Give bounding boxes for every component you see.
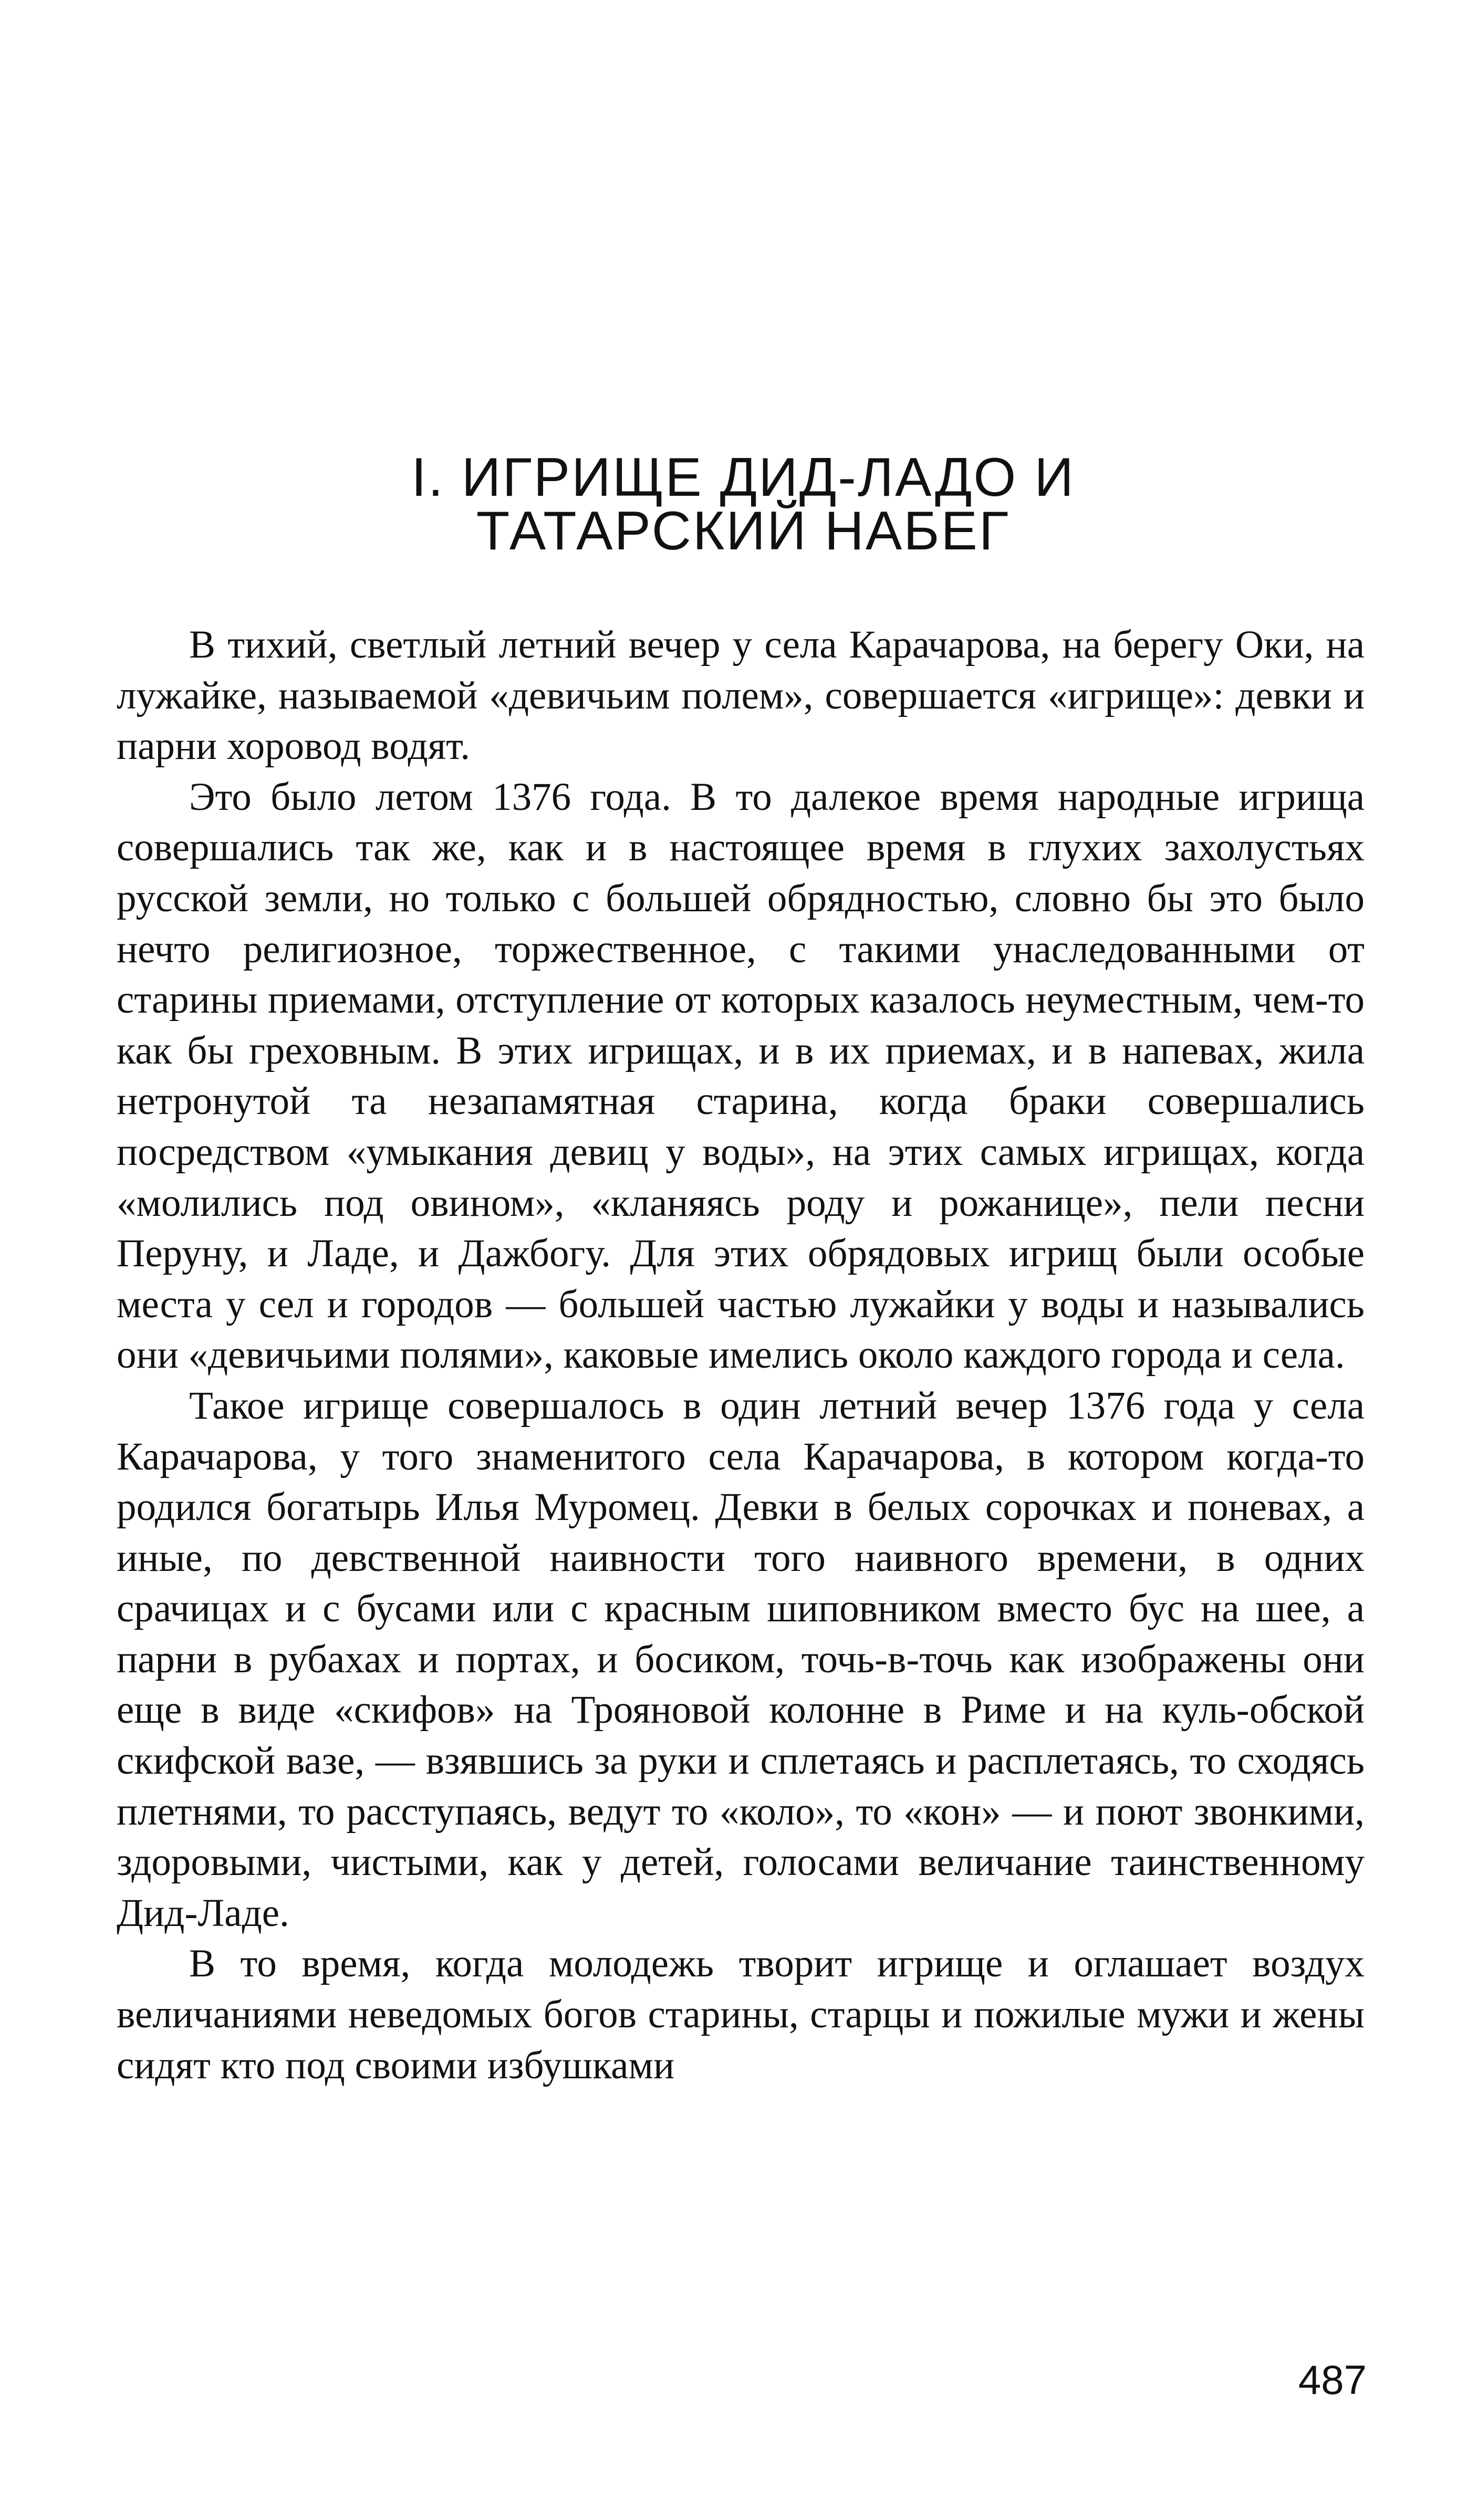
chapter-title-line-2: ТАТАРСКИЙ НАБЕГ — [476, 501, 1011, 561]
chapter-title — [116, 447, 1371, 561]
paragraph-1: В тихий, светлый летний вечер у села Карачарова, на берегу Оки, на лужайке, называемой «девичьим полем», совершается «игрище»: девки и парни хоровод водят. — [117, 623, 1365, 768]
paragraph-3: Такое игрище совершалось в один летний вечер 1376 года у села Карачарова, у того знаменитого села Карачарова, в котором когда-то родился богатырь Илья Муромец. Девки в белых сорочках и поневах, а иные, по девственной наивности того наивного времени, в одних срачицах и с бусами или с красным шиповником вместо бус на шее, а парни в рубахах и портах, и босиком, точь-в-точь как изображены они еще в виде «скифов» на Трояновой колонне в Риме и на куль-обской скифской вазе, — взявшись за руки и сплетаясь и расплетаясь, то сходясь плетнями, то расступаясь, ведут то «коло», то «кон» — и поют звонкими, здоровыми, чистыми, как у детей, голосами величание таинственному Дид-Ладе. — [117, 1383, 1365, 1935]
page-number: 487 — [1298, 2357, 1367, 2403]
chapter-title-line-1: I. ИГРИЩЕ ДИД-ЛАДО И — [411, 447, 1075, 508]
paragraph-4: В то время, когда молодежь творит игрище и оглашает воздух величаниями неведомых богов старины, старцы и пожилые мужи и жены сидят кто под своими избушками — [117, 1942, 1365, 2087]
chapter-body — [117, 620, 1365, 2091]
paragraph-2: Это было летом 1376 года. В то далекое время народные игрища совершались так же, как и в настоящее время в глухих захолустьях русской земли, но только с большей обрядностью, словно бы это было нечто религиозное, торжественное, с такими унаследованными от старины приемами, отступление от которых казалось неуместным, чем-то как бы греховным. В этих игрищах, и в их приемах, и в напевах, жила нетронутой та незапамятная старина, когда браки совершались посредством «умыкания девиц у воды», на этих самых игрищах, когда «молились под овином», «кланяясь роду и рожанице», пели песни Перуну, и Ладе, и Дажбогу. Для этих обрядовых игрищ были особые места у сел и городов — большей частью лужайки у воды и назывались они «девичьими полями», каковые имелись около каждого города и села. — [117, 775, 1365, 1377]
